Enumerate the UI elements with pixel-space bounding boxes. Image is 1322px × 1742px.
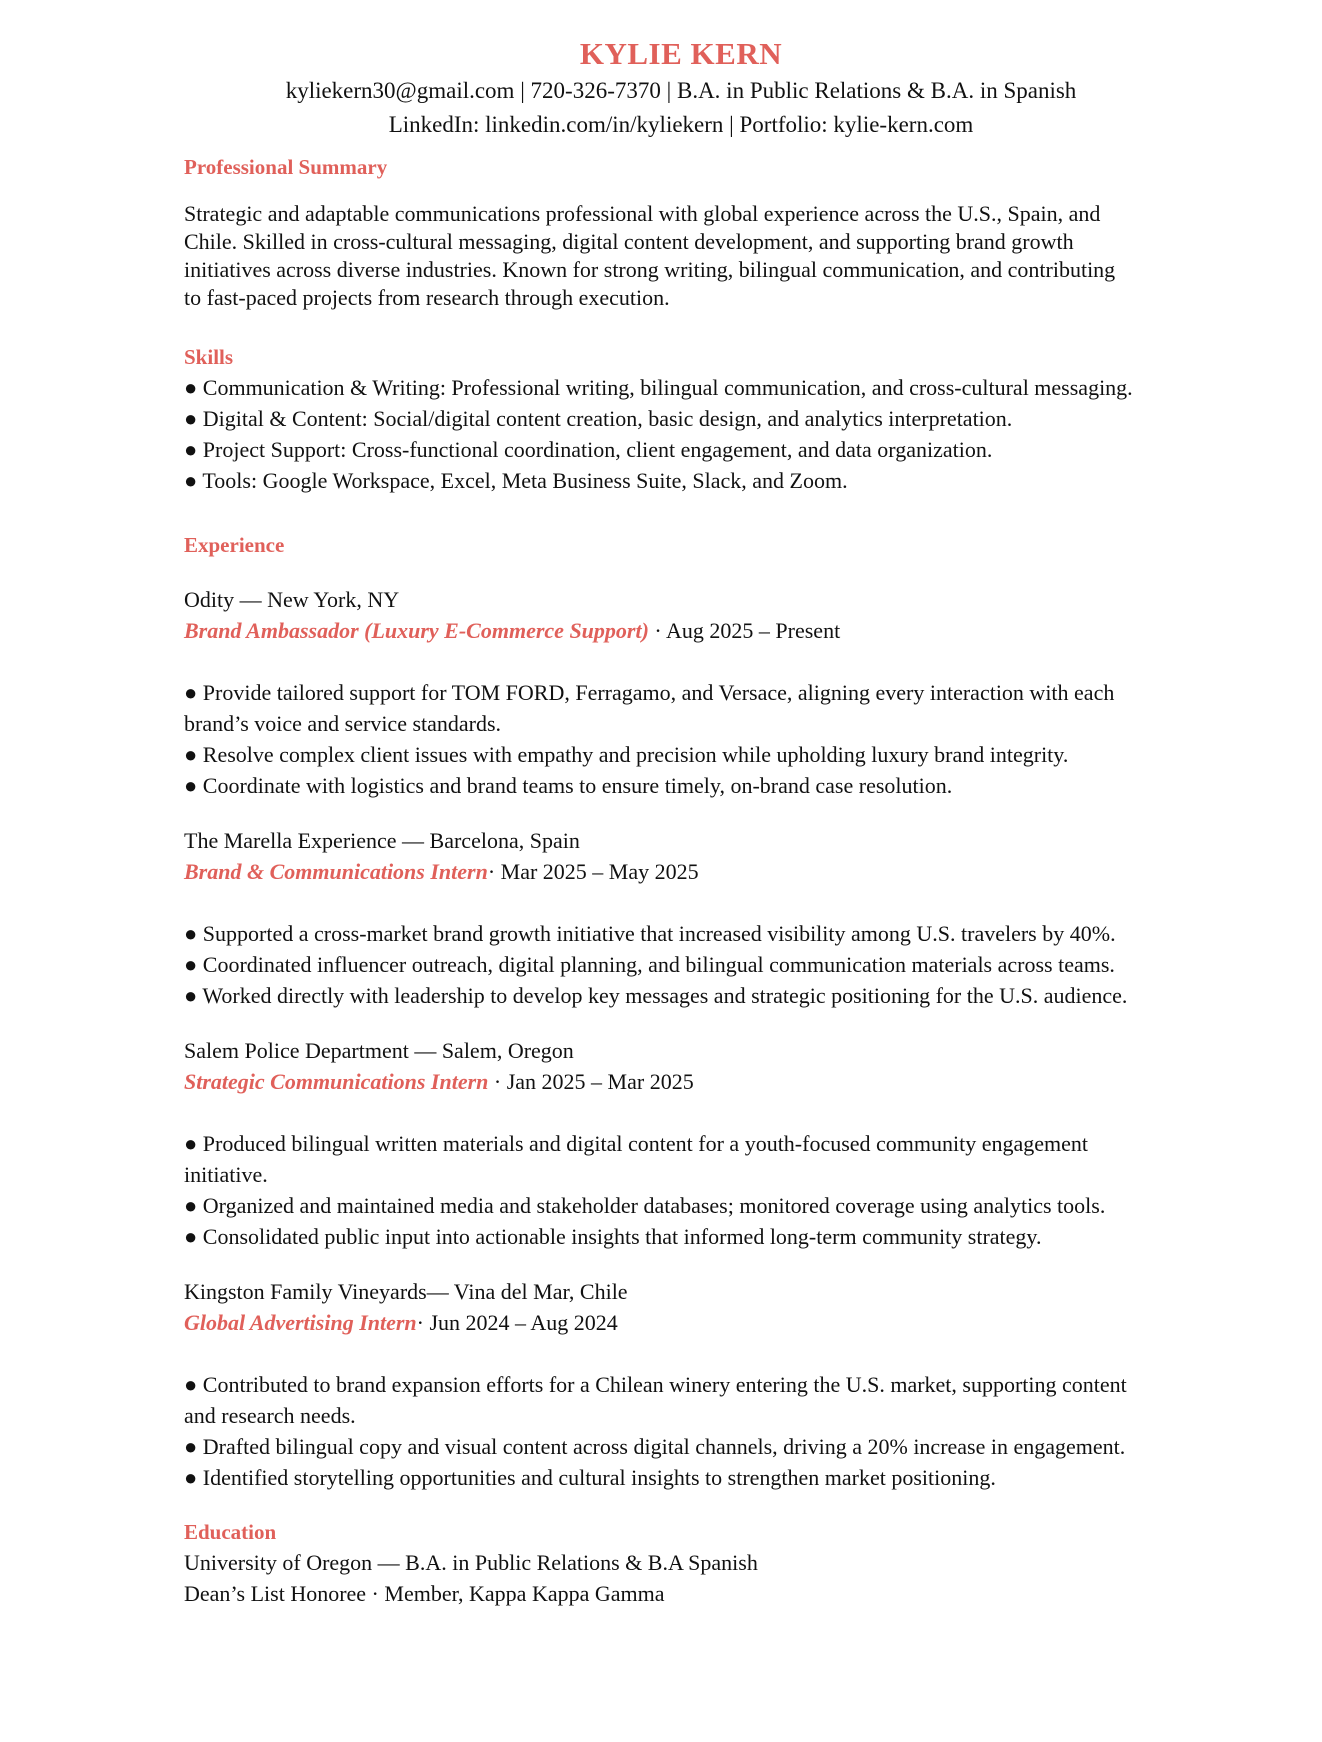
job-company: The Marella Experience — Barcelona, Spain	[184, 828, 580, 853]
skills-list	[184, 372, 1224, 496]
education-section	[184, 1517, 1224, 1609]
job-bullets	[184, 1128, 1224, 1252]
job-role: Strategic Communications Intern	[184, 1069, 489, 1094]
summary-line: Chile. Skilled in cross-cultural messaging, digital content development, and supporting brand growth	[184, 229, 1074, 254]
job-role-line	[184, 1307, 1224, 1338]
job-company: Odity — New York, NY	[184, 587, 400, 612]
summary-line: Strategic and adaptable communications professional with global experience across the U.S., Spain, and	[184, 201, 1101, 226]
job-bullet: ● Supported a cross-market brand growth initiative that increased visibility among U.S. travelers by 40%.	[184, 921, 1116, 946]
experience-section	[184, 530, 1224, 1493]
job-bullet: ● Provide tailored support for TOM FORD, Ferragamo, and Versace, aligning every interaction with each	[184, 680, 1115, 705]
job-bullet: and research needs.	[184, 1403, 356, 1428]
job-bullet: ● Consolidated public input into actionable insights that informed long-term community strategy.	[184, 1224, 1042, 1249]
summary-body	[184, 200, 1224, 312]
job-bullet: ● Resolve complex client issues with empathy and precision while upholding luxury brand integrity.	[184, 742, 1069, 767]
job-role: Global Advertising Intern	[184, 1310, 417, 1335]
job-bullets	[184, 677, 1224, 801]
job-bullet: initiative.	[184, 1162, 268, 1187]
job-bullet: ● Organized and maintained media and stakeholder databases; monitored coverage using analytics tools.	[184, 1193, 1106, 1218]
job-dates: · Jan 2025 – Mar 2025	[488, 1069, 694, 1094]
job-role-line	[184, 615, 1224, 646]
skill-item: ● Tools: Google Workspace, Excel, Meta Business Suite, Slack, and Zoom.	[184, 468, 848, 493]
job-entry-marella	[184, 825, 1224, 1011]
education-degree: University of Oregon — B.A. in Public Relations & B.A Spanish	[184, 1550, 758, 1575]
job-bullets	[184, 1369, 1224, 1493]
job-dates: · Jun 2024 – Aug 2024	[416, 1310, 618, 1335]
job-dates: · Aug 2025 – Present	[648, 618, 841, 643]
experience-title: Experience	[184, 533, 285, 557]
education-honors: Dean’s List Honoree · Member, Kappa Kappa Gamma	[184, 1581, 665, 1606]
job-bullet: ● Identified storytelling opportunities and cultural insights to strengthen market positioning.	[184, 1465, 996, 1490]
summary-title: Professional Summary	[184, 155, 388, 179]
summary-line: initiatives across diverse industries. Known for strong writing, bilingual communication, and contributing	[184, 257, 1116, 282]
job-bullet: ● Coordinate with logistics and brand teams to ensure timely, on-brand case resolution.	[184, 773, 953, 798]
job-company: Kingston Family Vineyards— Vina del Mar, Chile	[184, 1279, 628, 1304]
skill-item: ● Communication & Writing: Professional writing, bilingual communication, and cross-cultural messaging.	[184, 375, 1133, 400]
candidate-name: KYLIE KERN	[579, 36, 783, 71]
job-bullet: ● Coordinated influencer outreach, digital planning, and bilingual communication materials across teams.	[184, 952, 1115, 977]
job-bullets	[184, 918, 1224, 1011]
skill-item: ● Project Support: Cross-functional coordination, client engagement, and data organization.	[184, 437, 993, 462]
job-bullet: ● Contributed to brand expansion efforts for a Chilean winery entering the U.S. market, supporting content	[184, 1372, 1127, 1397]
job-role-line	[184, 1066, 1224, 1097]
job-dates: · Mar 2025 – May 2025	[487, 859, 699, 884]
education-title: Education	[184, 1520, 277, 1544]
job-role: Brand Ambassador (Luxury E-Commerce Support)	[184, 618, 649, 643]
job-bullet: ● Worked directly with leadership to develop key messages and strategic positioning for the U.S. audience.	[184, 983, 1128, 1008]
skills-section	[184, 342, 1224, 496]
resume-page	[184, 34, 1224, 1609]
job-bullet: brand’s voice and service standards.	[184, 711, 502, 736]
job-role-line	[184, 856, 1224, 887]
skill-item: ● Digital & Content: Social/digital content creation, basic design, and analytics interpretation.	[184, 406, 1013, 431]
job-entry-salem	[184, 1035, 1224, 1252]
job-role: Brand & Communications Intern	[184, 859, 488, 884]
job-entry-kingston	[184, 1276, 1224, 1493]
job-bullet: ● Produced bilingual written materials and digital content for a youth-focused community engagement	[184, 1131, 1089, 1156]
job-company: Salem Police Department — Salem, Oregon	[184, 1038, 574, 1063]
summary-section	[184, 152, 1224, 312]
resume-header	[184, 34, 1178, 142]
contact-line-1: kyliekern30@gmail.com | 720-326-7370 | B.A. in Public Relations & B.A. in Spanish	[285, 78, 1077, 103]
skills-title: Skills	[184, 345, 234, 369]
contact-line-2: LinkedIn: linkedin.com/in/kyliekern | Portfolio: kylie-kern.com	[388, 112, 974, 137]
job-bullet: ● Drafted bilingual copy and visual content across digital channels, driving a 20% increase in engagement.	[184, 1434, 1126, 1459]
job-entry-odity	[184, 584, 1224, 801]
summary-line: to fast-paced projects from research through execution.	[184, 285, 670, 310]
